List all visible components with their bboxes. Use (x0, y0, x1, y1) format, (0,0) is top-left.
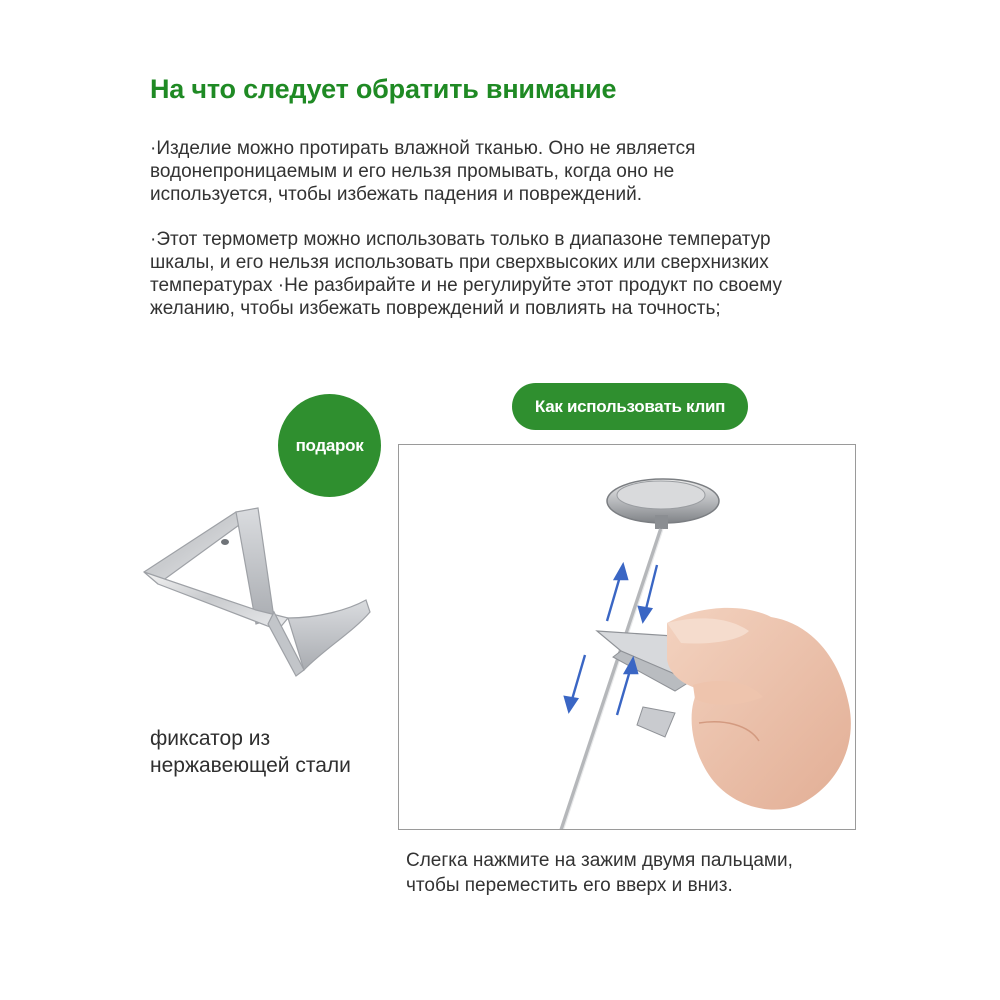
photo-caption: Слегка нажмите на зажим двумя пальцами, чтобы переместить его вверх и вниз. (406, 850, 793, 896)
hand (667, 608, 851, 810)
page-heading: На что следует обратить внимание (150, 74, 617, 104)
thermometer-probe (561, 529, 661, 830)
thermometer-dial (607, 479, 719, 529)
care-paragraph: ·Изделие можно протирать влажной тканью. Оно не является водонепроницаемым и его нельзя промывать, когда оно не используется, чтобы избежать падения и повреждений. (150, 138, 696, 205)
howto-pill (512, 383, 748, 430)
usage-paragraph: ·Этот термометр можно использовать только в диапазоне температур шкалы, и его нельзя использовать при сверхвысоких или сверхнизких температурах ·Не разбирайте и не регулируйте этот продукт по своему желанию, чтобы избежать повреждений и повлиять на точность; (150, 229, 782, 319)
clip-caption: фиксатор из нержавеющей стали (150, 727, 351, 777)
usage-photo-illustration (399, 445, 856, 830)
gift-badge (278, 394, 381, 497)
usage-photo (398, 444, 856, 830)
gift-badge-label: подарок (295, 435, 364, 455)
steel-clip-image (128, 500, 378, 700)
howto-pill-label: Как использовать клип (534, 396, 726, 416)
